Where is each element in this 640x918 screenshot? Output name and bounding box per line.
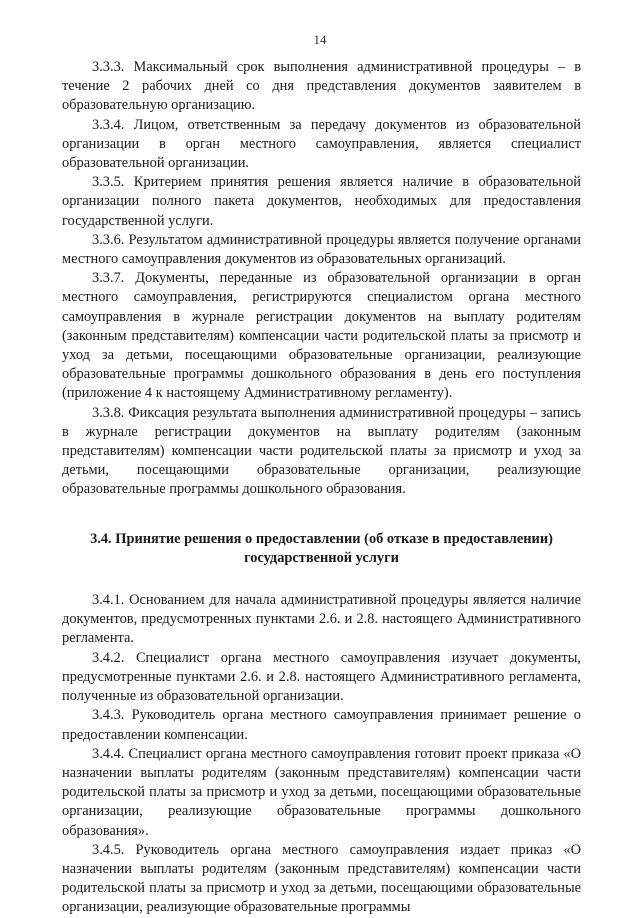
document-body xyxy=(62,58,581,918)
page-number: 14 xyxy=(313,32,327,47)
paragraph-3-3-7: 3.3.7. Документы, переданные из образовательной организации в орган местного самоуправления, регистрируются специалистом органа местного самоуправления в журнале регистрации документов на выплату родителям (законным представителям) компенсации части родительской платы за присмотр и уход за детьми, посещающими образовательные организации, реализующие образовательные программы дошкольного образования в день его поступления (приложение 4 к настоящему Административному регламенту). xyxy=(62,270,581,402)
paragraph-3-4-2: 3.4.2. Специалист органа местного самоуправления изучает документы, предусмотренные пунктами 2.6. и 2.8. настоящего Административного регламента, полученные из образовательной организации. xyxy=(62,649,581,705)
paragraph-3-3-3: 3.3.3. Максимальный срок выполнения административной процедуры – в течение 2 рабочих дней со дня представления документов заявителем в образовательную организацию. xyxy=(62,59,581,114)
paragraph-3-3-5: 3.3.5. Критерием принятия решения является наличие в образовательной организации полного пакета документов, необходимых для предоставления государственной услуги. xyxy=(62,174,581,229)
paragraph-3-3-8: 3.3.8. Фиксация результата выполнения административной процедуры – запись в журнале регистрации документов на выплату родителям (законным представителям) компенсации части родительской платы за присмотр и уход за детьми, посещающими образовательные организации, реализующие образовательные программы дошкольного образования. xyxy=(62,404,581,498)
paragraph-3-4-3: 3.4.3. Руководитель органа местного самоуправления принимает решение о предоставлении компенсации. xyxy=(62,707,581,743)
paragraph-3-4-5: 3.4.5. Руководитель органа местного самоуправления издает приказ «О назначении выплаты родителям (законным представителям) компенсации части родительской платы за присмотр и уход за детьми, посещающими образовательные организации, реализующие образовательные программы xyxy=(62,841,581,916)
section-heading-3-4: 3.4. Принятие решения о предоставлении (об отказе в предоставлении) государственной услуги xyxy=(90,530,553,566)
paragraph-3-4-1: 3.4.1. Основанием для начала административной процедуры является наличие документов, предусмотренных пунктами 2.6. и 2.8. настоящего Административного регламента. xyxy=(62,592,581,647)
paragraph-3-3-4: 3.3.4. Лицом, ответственным за передачу документов из образовательной организации в орган местного самоуправления, является специалист образовательной организации. xyxy=(62,116,581,172)
paragraph-3-3-6: 3.3.6. Результатом административной процедуры является получение органами местного самоуправления документов из образовательных организаций. xyxy=(62,231,581,268)
paragraph-3-4-4: 3.4.4. Специалист органа местного самоуправления готовит проект приказа «О назначении выплаты родителям (законным представителям) компенсации части родительской платы за присмотр и уход за детьми, посещающими образовательные организации, реализующие образовательные программы дошкольного образования». xyxy=(62,745,581,839)
